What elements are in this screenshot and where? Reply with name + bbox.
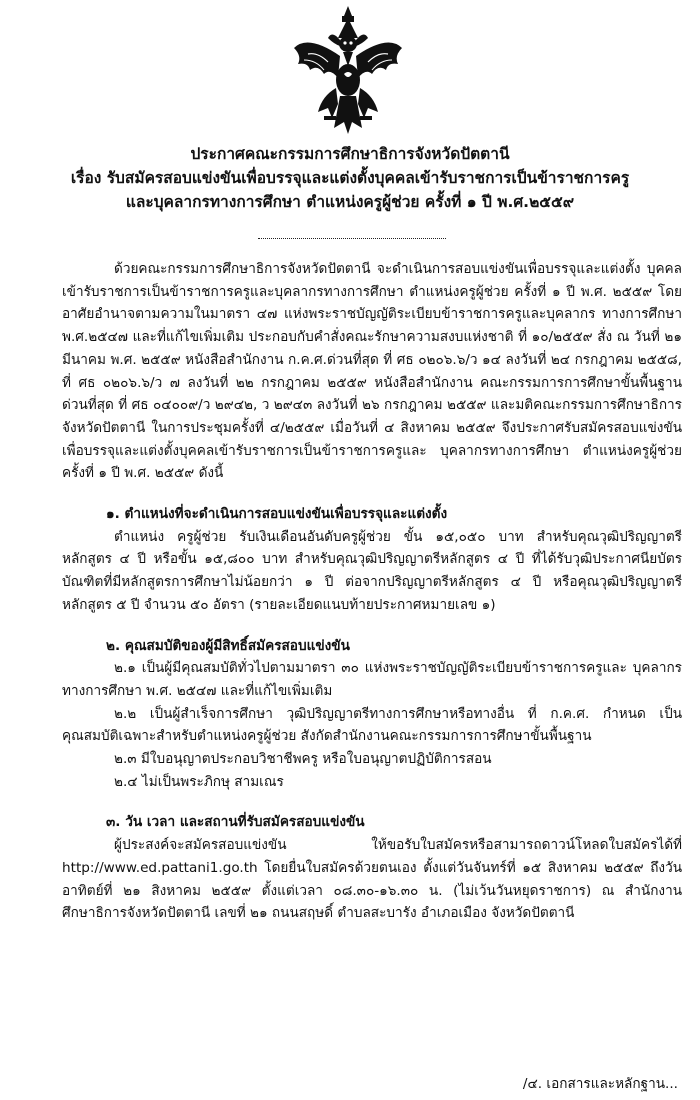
announcement-title [0, 142, 700, 214]
section-2-item-3: ๒.๓ มีใบอนุญาตประกอบวิชาชีพครู หรือใบอนุญาตปฏิบัติการสอน [114, 751, 492, 768]
continuation-note: /๔. เอกสารและหลักฐาน... [522, 1076, 678, 1092]
section-2-heading: ๒. คุณสมบัติของผู้มีสิทธิ์สมัครสอบแข่งขัน [106, 637, 350, 654]
section-1-heading: ๑. ตำแหน่งที่จะดำเนินการสอบแข่งขันเพื่อบรรจุและแต่งตั้ง [106, 506, 448, 523]
title-line-2: เรื่อง รับสมัครสอบแข่งขันเพื่อบรรจุและแต่งตั้งบุคคลเข้ารับราชการเป็นข้าราชการครู [70, 169, 630, 187]
section-2-item-2: ๒.๒ เป็นผู้สำเร็จการศึกษา วุฒิปริญญาตรีทางการศึกษาหรือทางอื่น ที่ ก.ค.ศ. กำหนด เป็นคุณสมบัติเฉพาะสำหรับตำแหน่งครูผู้ช่วย สังกัดสำนักงานคณะกรรมการการศึกษาขั้นพื้นฐาน [62, 705, 682, 745]
section-3-heading: ๓. วัน เวลา และสถานที่รับสมัครสอบแข่งขัน [106, 814, 365, 831]
dotted-divider [258, 238, 446, 239]
title-line-3: และบุคลากรทางการศึกษา ตำแหน่งครูผู้ช่วย ครั้งที่ ๑ ปี พ.ศ.๒๕๕๙ [125, 193, 575, 211]
intro-paragraph: ด้วยคณะกรรมการศึกษาธิการจังหวัดปัตตานี จะดำเนินการสอบแข่งขันเพื่อบรรจุและแต่งตั้ง บุคคลเข้ารับราชการเป็นข้าราชการครูและบุคลากรทางการศึกษา ตำแหน่งครูผู้ช่วย ครั้งที่ ๑ ปี พ.ศ. ๒๕๕๙ โดยอาศัยอำนาจตามความในมาตรา ๔๗ แห่งพระราชบัญญัติระเบียบข้าราชการครูและบุคลากร ทางการศึกษา พ.ศ.๒๕๔๗ และที่แก้ไขเพิ่มเติม ประกอบกับคำสั่งคณะรักษาความสงบแห่งชาติ ที่ ๑๐/๒๕๕๙ สั่ง ณ วันที่ ๒๑ มีนาคม พ.ศ. ๒๕๕๙ หนังสือสำนักงาน ก.ค.ศ.ด่วนที่สุด ที่ ศธ ๐๒๐๖.๖/ว ๑๔ ลงวันที่ ๒๔ กรกฎาคม ๒๕๕๘, ที่ ศธ ๐๒๐๖.๖/ว ๗ ลงวันที่ ๒๒ กรกฎาคม ๒๕๕๙ หนังสือสำนักงาน คณะกรรมการการศึกษาขั้นพื้นฐาน ด่วนที่สุด ที่ ศธ ๐๔๐๐๙/ว ๒๙๔๒, ว ๒๙๔๓ ลงวันที่ ๒๖ กรกฎาคม ๒๕๕๙ และมติคณะกรรมการศึกษาธิการจังหวัดปัตตานี ในการประชุมครั้งที่ ๔/๒๕๕๙ เมื่อวันที่ ๔ สิงหาคม ๒๕๕๙ จึงประกาศรับสมัครสอบแข่งขันเพื่อบรรจุและแต่งตั้งบุคคลเข้ารับราชการเป็นข้าราชการครูและ บุคลากรทางการศึกษา ตำแหน่งครูผู้ช่วย ครั้งที่ ๑ ปี พ.ศ. ๒๕๕๙ ดังนี้ [62, 261, 682, 482]
section-2-item-1: ๒.๑ เป็นผู้มีคุณสมบัติทั่วไปตามมาตรา ๓๐ แห่งพระราชบัญญัติระเบียบข้าราชการครูและ บุคลากรทางการศึกษา พ.ศ. ๒๕๔๗ และที่แก้ไขเพิ่มเติม [62, 660, 682, 699]
document-body [62, 258, 682, 925]
section-2-item-4: ๒.๔ ไม่เป็นพระภิกษุ สามเณร [114, 773, 284, 790]
section-3-body: ผู้ประสงค์จะสมัครสอบแข่งขัน ให้ขอรับใบสมัครหรือสามารถดาวน์โหลดใบสมัครได้ที่ http://www.ed.pattani1.go.th โดยยื่นใบสมัครด้วยตนเอง ตั้งแต่วันจันทร์ที่ ๑๕ สิงหาคม ๒๕๕๙ ถึงวันอาทิตย์ที่ ๒๑ สิงหาคม ๒๕๕๙ ตั้งแต่เวลา ๐๘.๓๐-๑๖.๓๐ น. (ไม่เว้นวันหยุดราชการ) ณ สำนักงาน ศึกษาธิการจังหวัดปัตตานี เลขที่ ๒๑ ถนนสฤษดิ์ ตำบลสะบารัง อำเภอเมือง จังหวัดปัตตานี [62, 837, 682, 922]
title-line-1: ประกาศคณะกรรมการศึกษาธิการจังหวัดปัตตานี [190, 145, 510, 163]
section-1-body: ตำแหน่ง ครูผู้ช่วย รับเงินเดือนอันดับครูผู้ช่วย ขั้น ๑๕,๐๕๐ บาท สำหรับคุณวุฒิปริญญาตรี หลักสูตร ๔ ปี หรือขั้น ๑๕,๘๐๐ บาท สำหรับคุณวุฒิปริญญาตรีหลักสูตร ๔ ปี ที่ได้รับวุฒิประกาศนียบัตร บัณฑิตที่มีหลักสูตรการศึกษาไม่น้อยกว่า ๑ ปี ต่อจากปริญญาตรีหลักสูตร ๔ ปี หรือคุณวุฒิปริญญาตรี หลักสูตร ๕ ปี จำนวน ๕๐ อัตรา (รายละเอียดแนบท้ายประกาศหมายเลข ๑) [62, 528, 682, 613]
garuda-emblem-icon [288, 4, 408, 136]
